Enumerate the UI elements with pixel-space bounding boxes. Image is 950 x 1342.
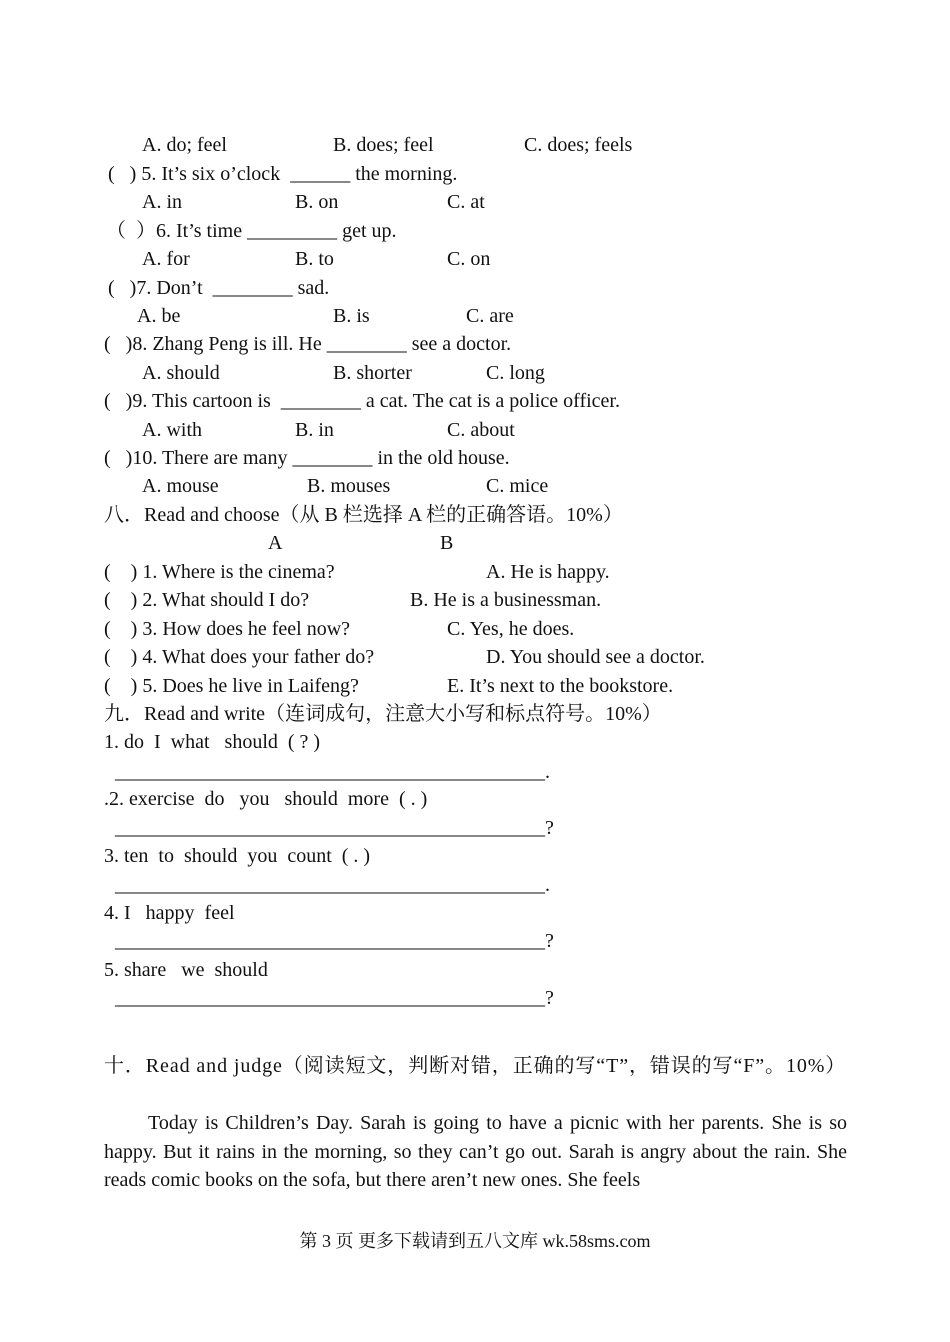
q10-option-c: C. mice [486, 475, 549, 497]
section9-words: .2. exercise do you should more ( . ) [104, 788, 428, 810]
section8-question: ( ) 1. Where is the cinema? [104, 561, 335, 583]
q7-option-c: C. are [466, 305, 514, 327]
section9-words: 5. share we should [104, 959, 268, 981]
q6-option-b: B. to [295, 248, 334, 270]
q9-option-c: C. about [447, 419, 515, 441]
section9-words: 4. I happy feel [104, 902, 235, 924]
section9-words: 1. do I what should ( ? ) [104, 731, 321, 753]
section8-question: ( ) 3. How does he feel now? [104, 618, 351, 640]
q4-option-c: C. does; feels [524, 134, 633, 156]
section9-title: 九．Read and write（连词成句，注意大小写和标点符号。10%） [104, 703, 662, 725]
q5-option-a: A. in [142, 191, 182, 213]
column-b-header: B [440, 532, 454, 554]
q6-option-c: C. on [447, 248, 491, 270]
q5-stem: ( ) 5. It’s six o’clock ______ the morning. [108, 163, 458, 185]
q7-option-a: A. be [137, 305, 181, 327]
section9-answer-line: ___________________________________________? [110, 817, 554, 839]
q4-option-a: A. do; feel [142, 134, 227, 156]
q10-stem: ( )10. There are many ________ in the old house. [104, 447, 510, 469]
section8-answer: D. You should see a doctor. [486, 646, 705, 668]
q8-option-b: B. shorter [333, 362, 412, 384]
q8-option-a: A. should [142, 362, 220, 384]
section10-title: 十．Read and judge（阅读短文，判断对错，正确的写“T”，错误的写“F”。10%） [104, 1055, 847, 1077]
section8-title: 八．Read and choose（从 B 栏选择 A 栏的正确答语。10%） [104, 504, 623, 526]
q5-option-c: C. at [447, 191, 485, 213]
q4-option-b: B. does; feel [333, 134, 434, 156]
q6-option-a: A. for [142, 248, 190, 270]
section9-answer-line: ___________________________________________? [110, 987, 554, 1009]
q7-option-b: B. is [333, 305, 370, 327]
section8-question: ( ) 4. What does your father do? [104, 646, 375, 668]
section9-answer-line: ___________________________________________. [110, 761, 550, 783]
section8-answer: B. He is a businessman. [410, 589, 602, 611]
section8-answer: A. He is happy. [486, 561, 610, 583]
column-a-header: A [268, 532, 283, 554]
section10-passage: Today is Children’s Day. Sarah is going to have a picnic with her parents. She is so happy. But it rains in the morning, so they can’t go out. Sarah is angry about the rain. She reads comic books on the sofa, but there aren’t new ones. She feels [104, 1112, 847, 1191]
section8-answer: C. Yes, he does. [447, 618, 575, 640]
q8-stem: ( )8. Zhang Peng is ill. He ________ see a doctor. [104, 333, 512, 355]
q9-option-b: B. in [295, 419, 334, 441]
section9-answer-line: ___________________________________________. [110, 874, 550, 896]
section9-words: 3. ten to should you count ( . ) [104, 845, 371, 867]
q5-option-b: B. on [295, 191, 339, 213]
q9-option-a: A. with [142, 419, 202, 441]
section8-question: ( ) 5. Does he live in Laifeng? [104, 675, 359, 697]
q7-stem: ( )7. Don’t ________ sad. [108, 277, 330, 299]
section8-answer: E. It’s next to the bookstore. [447, 675, 674, 697]
q10-option-b: B. mouses [307, 475, 391, 497]
q9-stem: ( )9. This cartoon is ________ a cat. The cat is a police officer. [104, 390, 620, 412]
q8-option-c: C. long [486, 362, 545, 384]
section8-question: ( ) 2. What should I do? [104, 589, 310, 611]
page-footer: 第 3 页 更多下载请到五八文库 wk.58sms.com [299, 1231, 651, 1251]
q10-option-a: A. mouse [142, 475, 219, 497]
section9-answer-line: ___________________________________________? [110, 930, 554, 952]
q6-stem: （ ）6. It’s time _________ get up. [106, 220, 397, 242]
